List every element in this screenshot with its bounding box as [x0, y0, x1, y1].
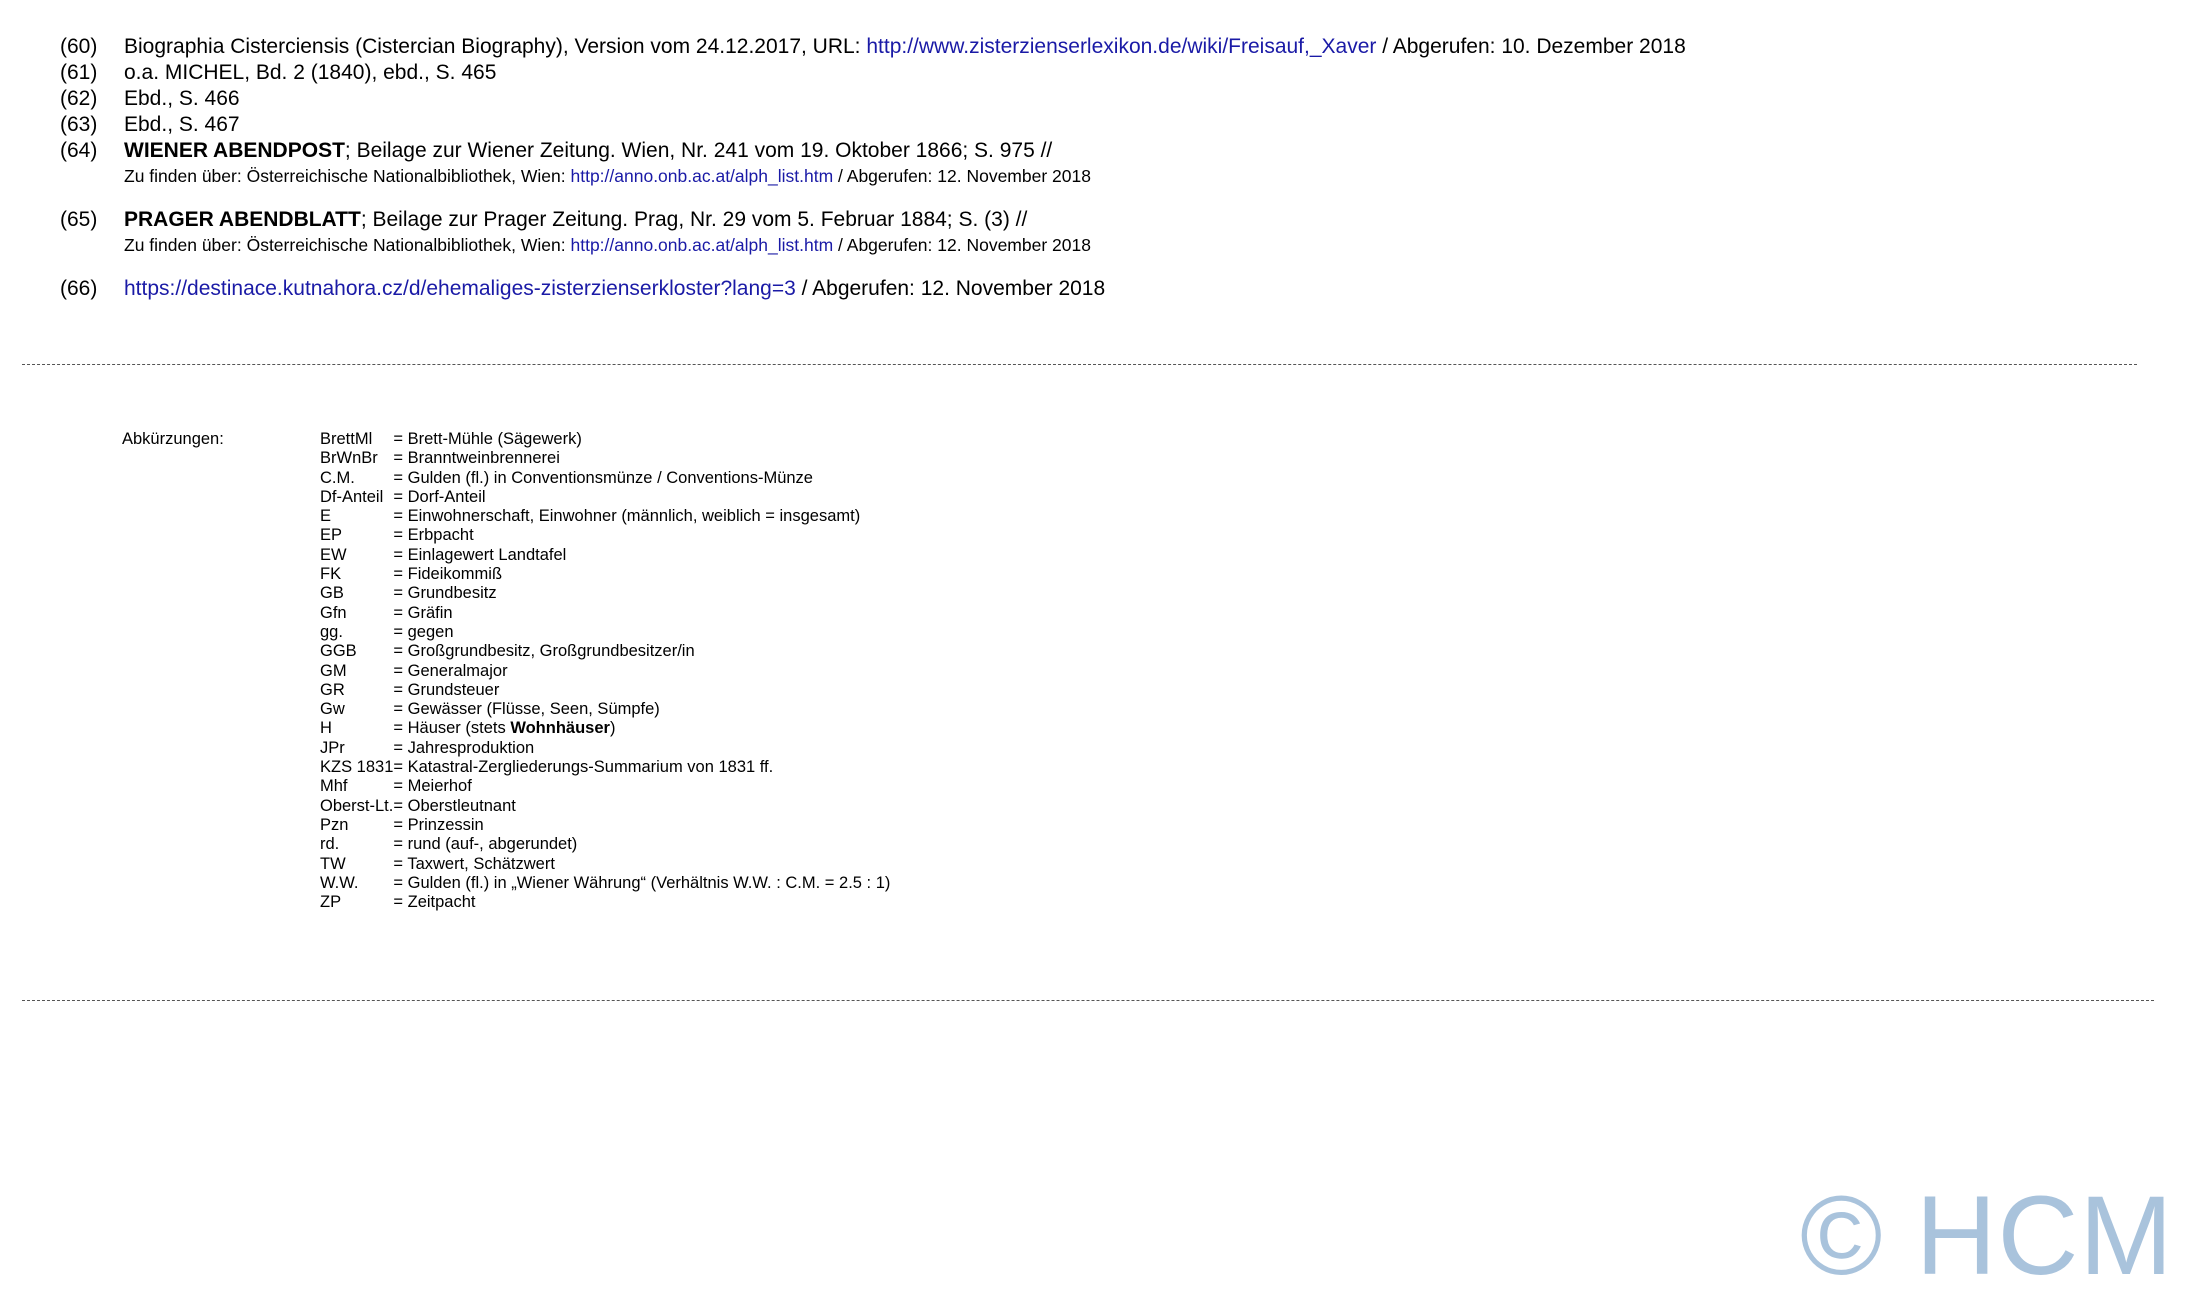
abbreviation-code: GGB — [320, 642, 357, 661]
abbreviation-row — [320, 507, 890, 526]
text-run: / Abgerufen: 10. Dezember 2018 — [1376, 35, 1686, 58]
url-link[interactable]: http://anno.onb.ac.at/alph_list.htm — [570, 166, 834, 186]
abbreviation-row — [320, 642, 890, 661]
abbreviation-code: GR — [320, 680, 345, 699]
abbreviation-code: JPr — [320, 738, 345, 757]
footnote-text — [124, 207, 1027, 233]
footnote-item — [60, 60, 2160, 86]
abbreviation-code: Df-Anteil — [320, 487, 384, 506]
text-run: Zu finden über: Österreichische Nationalbibliothek, Wien: — [124, 235, 571, 255]
abbreviation-code: Gw — [320, 700, 345, 719]
text-run: Zu finden über: Österreichische Nationalbibliothek, Wien: — [124, 166, 571, 186]
text-run: ) — [609, 719, 616, 738]
abbreviation-row — [320, 797, 890, 816]
abbreviation-meaning — [393, 546, 890, 565]
abbreviation-meaning — [393, 584, 890, 603]
abbreviation-row — [320, 855, 890, 874]
bold-text: WIENER ABENDPOST — [124, 139, 345, 162]
abbreviation-row — [320, 719, 890, 738]
text-run: = Gulden (fl.) in „Wiener Währung“ (Verhältnis W.W. : C.M. = 2.5 : 1) — [393, 873, 891, 892]
abbreviation-code: BrettMl — [320, 430, 373, 448]
abbreviation-row — [320, 835, 890, 854]
text-run: = Großgrundbesitz, Großgrundbesitzer/in — [393, 642, 695, 661]
abbreviation-row — [320, 430, 890, 449]
footnote-number: (65) — [60, 208, 98, 231]
text-run: = Taxwert, Schätzwert — [393, 854, 555, 873]
abbreviation-meaning — [393, 816, 890, 835]
text-run: / Abgerufen: 12. November 2018 — [833, 235, 1091, 255]
abbreviation-code: C.M. — [320, 468, 355, 487]
abbreviation-code: EW — [320, 545, 347, 564]
dashed-separator-bottom — [22, 1000, 2154, 1001]
text-run: = Jahresproduktion — [393, 738, 535, 757]
abbreviation-code: Oberst-Lt. — [320, 796, 394, 815]
abbreviation-row — [320, 874, 890, 893]
text-run: = Erbpacht — [393, 526, 474, 545]
footnote-item — [60, 86, 2160, 112]
abbreviation-meaning — [393, 449, 890, 468]
text-run: = Meierhof — [393, 777, 472, 796]
abbreviation-meaning — [393, 488, 890, 507]
abbreviation-code: H — [320, 719, 332, 738]
text-run: = Einlagewert Landtafel — [393, 545, 567, 564]
footnote-text — [124, 60, 496, 86]
footnote-list — [60, 34, 2160, 302]
text-run: Ebd., S. 466 — [124, 87, 240, 110]
text-run: = gegen — [393, 622, 454, 641]
abbreviation-meaning — [393, 565, 890, 584]
abbreviation-code: FK — [320, 565, 342, 584]
text-run: = Fideikommiß — [393, 565, 503, 584]
abbreviation-meaning — [393, 507, 890, 526]
footnote-number: (63) — [60, 113, 98, 136]
abbreviation-meaning — [393, 642, 890, 661]
text-run: = Katastral-Zergliederungs-Summarium von 1831 ff. — [393, 758, 774, 777]
abbreviation-row — [320, 758, 890, 777]
abbreviation-code: Gfn — [320, 603, 347, 622]
dashed-separator-top — [22, 364, 2137, 365]
footnote-text — [124, 86, 240, 112]
footnote-source-line — [124, 165, 2160, 187]
abbreviation-row — [320, 565, 890, 584]
abbreviation-code: W.W. — [320, 873, 359, 892]
abbreviation-code: EP — [320, 526, 343, 545]
footnote-number: (60) — [60, 35, 98, 58]
abbreviation-code: GB — [320, 584, 344, 603]
footnote-item — [60, 207, 2160, 256]
footnote-text — [124, 138, 1052, 164]
footnote-item — [60, 112, 2160, 138]
abbreviation-row — [320, 469, 890, 488]
footnote-number: (66) — [60, 277, 98, 300]
text-run: = Branntweinbrennerei — [393, 449, 560, 468]
abbreviation-meaning — [393, 758, 890, 777]
abbreviation-row — [320, 681, 890, 700]
abbreviation-meaning — [393, 719, 890, 738]
footnote-item — [60, 34, 2160, 60]
abbreviation-code: gg. — [320, 622, 343, 641]
text-run: Biographia Cisterciensis (Cistercian Biography), Version vom 24.12.2017, URL: — [124, 35, 867, 58]
abbreviation-meaning — [393, 835, 890, 854]
abbreviation-meaning — [393, 700, 890, 719]
abbreviation-row — [320, 700, 890, 719]
text-run: = Dorf-Anteil — [393, 487, 486, 506]
text-run: = Gewässer (Flüsse, Seen, Sümpfe) — [393, 700, 660, 719]
text-run: / Abgerufen: 12. November 2018 — [833, 166, 1091, 186]
text-run: = Gräfin — [393, 603, 453, 622]
abbreviation-row — [320, 662, 890, 681]
url-link[interactable]: https://destinace.kutnahora.cz/d/ehemaliges-zisterzienserkloster?lang=3 — [124, 277, 796, 300]
abbreviation-meaning — [393, 855, 890, 874]
abbreviation-meaning — [393, 874, 890, 893]
footnote-number: (61) — [60, 61, 98, 84]
text-run: = Brett-Mühle (Sägewerk) — [393, 430, 582, 448]
abbreviation-code: KZS 1831 — [320, 758, 394, 777]
abbreviation-row — [320, 488, 890, 507]
abbreviation-meaning — [393, 893, 890, 912]
text-run: / Abgerufen: 12. November 2018 — [795, 277, 1106, 300]
abbreviation-code: E — [320, 507, 332, 526]
abbreviation-meaning — [393, 623, 890, 642]
url-link[interactable]: http://anno.onb.ac.at/alph_list.htm — [570, 235, 834, 255]
text-run: ; Beilage zur Wiener Zeitung. Wien, Nr. 241 vom 19. Oktober 1866; S. 975 // — [344, 139, 1053, 162]
copyright-watermark: © HCM — [1800, 1173, 2174, 1298]
abbreviation-code: TW — [320, 854, 346, 873]
text-run: o.a. MICHEL, Bd. 2 (1840), ebd., S. 465 — [124, 61, 497, 84]
footnote-text — [124, 112, 240, 138]
abbreviation-code: ZP — [320, 893, 342, 912]
text-run: = Oberstleutnant — [393, 796, 516, 815]
abbreviation-row — [320, 739, 890, 758]
abbreviation-meaning — [393, 526, 890, 545]
footnote-item — [60, 138, 2160, 187]
abbreviation-row — [320, 816, 890, 835]
abbreviation-row — [320, 546, 890, 565]
text-run: = Grundbesitz — [393, 584, 497, 603]
bold-text: Wohnhäuser — [510, 719, 610, 738]
abbreviation-meaning — [393, 430, 890, 449]
text-run: = Häuser (stets — [393, 719, 511, 738]
abbreviation-row — [320, 449, 890, 468]
abbreviation-meaning — [393, 739, 890, 758]
abbreviation-meaning — [393, 469, 890, 488]
text-run: = Prinzessin — [393, 815, 484, 834]
abbreviation-row — [320, 623, 890, 642]
footnote-number: (64) — [60, 139, 98, 162]
abbreviation-row — [320, 584, 890, 603]
text-run: Ebd., S. 467 — [124, 113, 240, 136]
url-link[interactable]: http://www.zisterzienserlexikon.de/wiki/Freisauf,_Xaver — [866, 35, 1377, 58]
abbreviation-code: Mhf — [320, 777, 348, 796]
abbreviation-meaning — [393, 662, 890, 681]
abbreviation-code: Pzn — [320, 815, 349, 834]
text-run: = Grundsteuer — [393, 680, 500, 699]
abbreviation-code: GM — [320, 661, 347, 680]
abbreviation-row — [320, 604, 890, 623]
abbreviation-code: rd. — [320, 835, 340, 854]
abbreviations-table — [320, 430, 890, 912]
text-run: = Zeitpacht — [393, 893, 476, 912]
abbreviation-row — [320, 893, 890, 912]
abbreviation-row — [320, 777, 890, 796]
abbreviations-heading: Abkürzungen: — [122, 430, 224, 448]
bold-text: PRAGER ABENDBLATT — [124, 208, 361, 231]
footnote-text — [124, 276, 1105, 302]
abbreviation-code: BrWnBr — [320, 449, 378, 468]
abbreviation-row — [320, 526, 890, 545]
abbreviation-meaning — [393, 681, 890, 700]
abbreviation-meaning — [393, 604, 890, 623]
abbreviation-meaning — [393, 797, 890, 816]
footnote-number: (62) — [60, 87, 98, 110]
footnote-source-line — [124, 234, 2160, 256]
text-run: = rund (auf-, abgerundet) — [393, 835, 578, 854]
footnote-text — [124, 34, 1686, 60]
footnote-item — [60, 276, 2160, 302]
abbreviation-meaning — [393, 777, 890, 796]
text-run: ; Beilage zur Prager Zeitung. Prag, Nr. 29 vom 5. Februar 1884; S. (3) // — [360, 208, 1028, 231]
text-run: = Generalmajor — [393, 661, 508, 680]
text-run: = Gulden (fl.) in Conventionsmünze / Conventions-Münze — [393, 468, 813, 487]
text-run: = Einwohnerschaft, Einwohner (männlich, weiblich = insgesamt) — [393, 507, 861, 526]
